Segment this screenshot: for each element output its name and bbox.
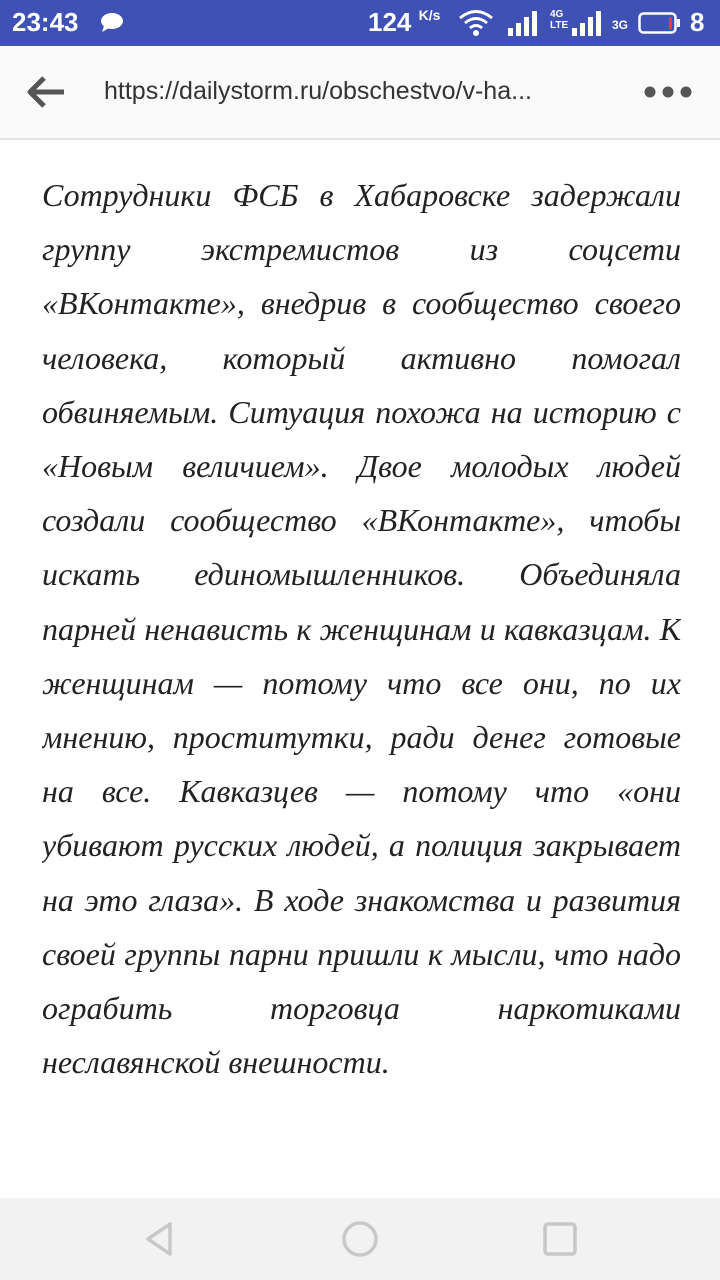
battery-level: 8 bbox=[690, 7, 705, 37]
more-menu-icon[interactable] bbox=[640, 82, 696, 102]
browser-toolbar bbox=[0, 46, 720, 140]
wifi-icon bbox=[458, 9, 494, 37]
home-circle-icon[interactable] bbox=[340, 1219, 380, 1259]
status-time: 23:43 bbox=[12, 7, 79, 37]
network-3g-label: 3G bbox=[612, 18, 629, 32]
chat-bubble-icon bbox=[100, 12, 124, 32]
battery-icon bbox=[638, 12, 680, 34]
network-speed bbox=[368, 7, 440, 38]
recent-apps-square-icon[interactable] bbox=[540, 1219, 580, 1259]
lte-label: 4G bbox=[550, 9, 564, 20]
lte-sub-label: LTE bbox=[550, 20, 569, 31]
network-speed-unit: K/s bbox=[418, 7, 441, 23]
signal-strength-icon bbox=[506, 10, 540, 36]
back-arrow-icon[interactable] bbox=[24, 74, 68, 110]
article-paragraph: Сотрудники ФСБ в Хабаровске задержали группу экстремистов из соцсети «ВКонтакте», внедрив в сообщество своего человека, который активно помогал обвиняемым. Ситуация похожа на историю с «Новым величием». Двое молодых людей создали сообщество «ВКонтакте», чтобы искать единомышленников. Объединяла парней ненависть к женщинам и кавказцам. К женщинам — потому что все они, по их мнению, проститутки, ради денег готовые на все. Кавказцев — потому что «они убивают русских людей, а полиция закрывает на это глаза». В ходе знакомства и развития своей группы парни пришли к мысли, что надо ограбить торговца наркотиками неславянской внешности. bbox=[42, 177, 681, 1081]
network-speed-value: 124 bbox=[368, 7, 412, 37]
lte-indicator bbox=[550, 9, 568, 31]
address-bar[interactable]: https://dailystorm.ru/obschestvo/v-ha... bbox=[104, 77, 532, 105]
status-bar bbox=[0, 0, 720, 46]
back-triangle-icon[interactable] bbox=[140, 1219, 180, 1259]
navigation-bar bbox=[0, 1198, 720, 1280]
signal-strength-icon-2 bbox=[570, 10, 604, 36]
article-content bbox=[42, 168, 681, 1198]
